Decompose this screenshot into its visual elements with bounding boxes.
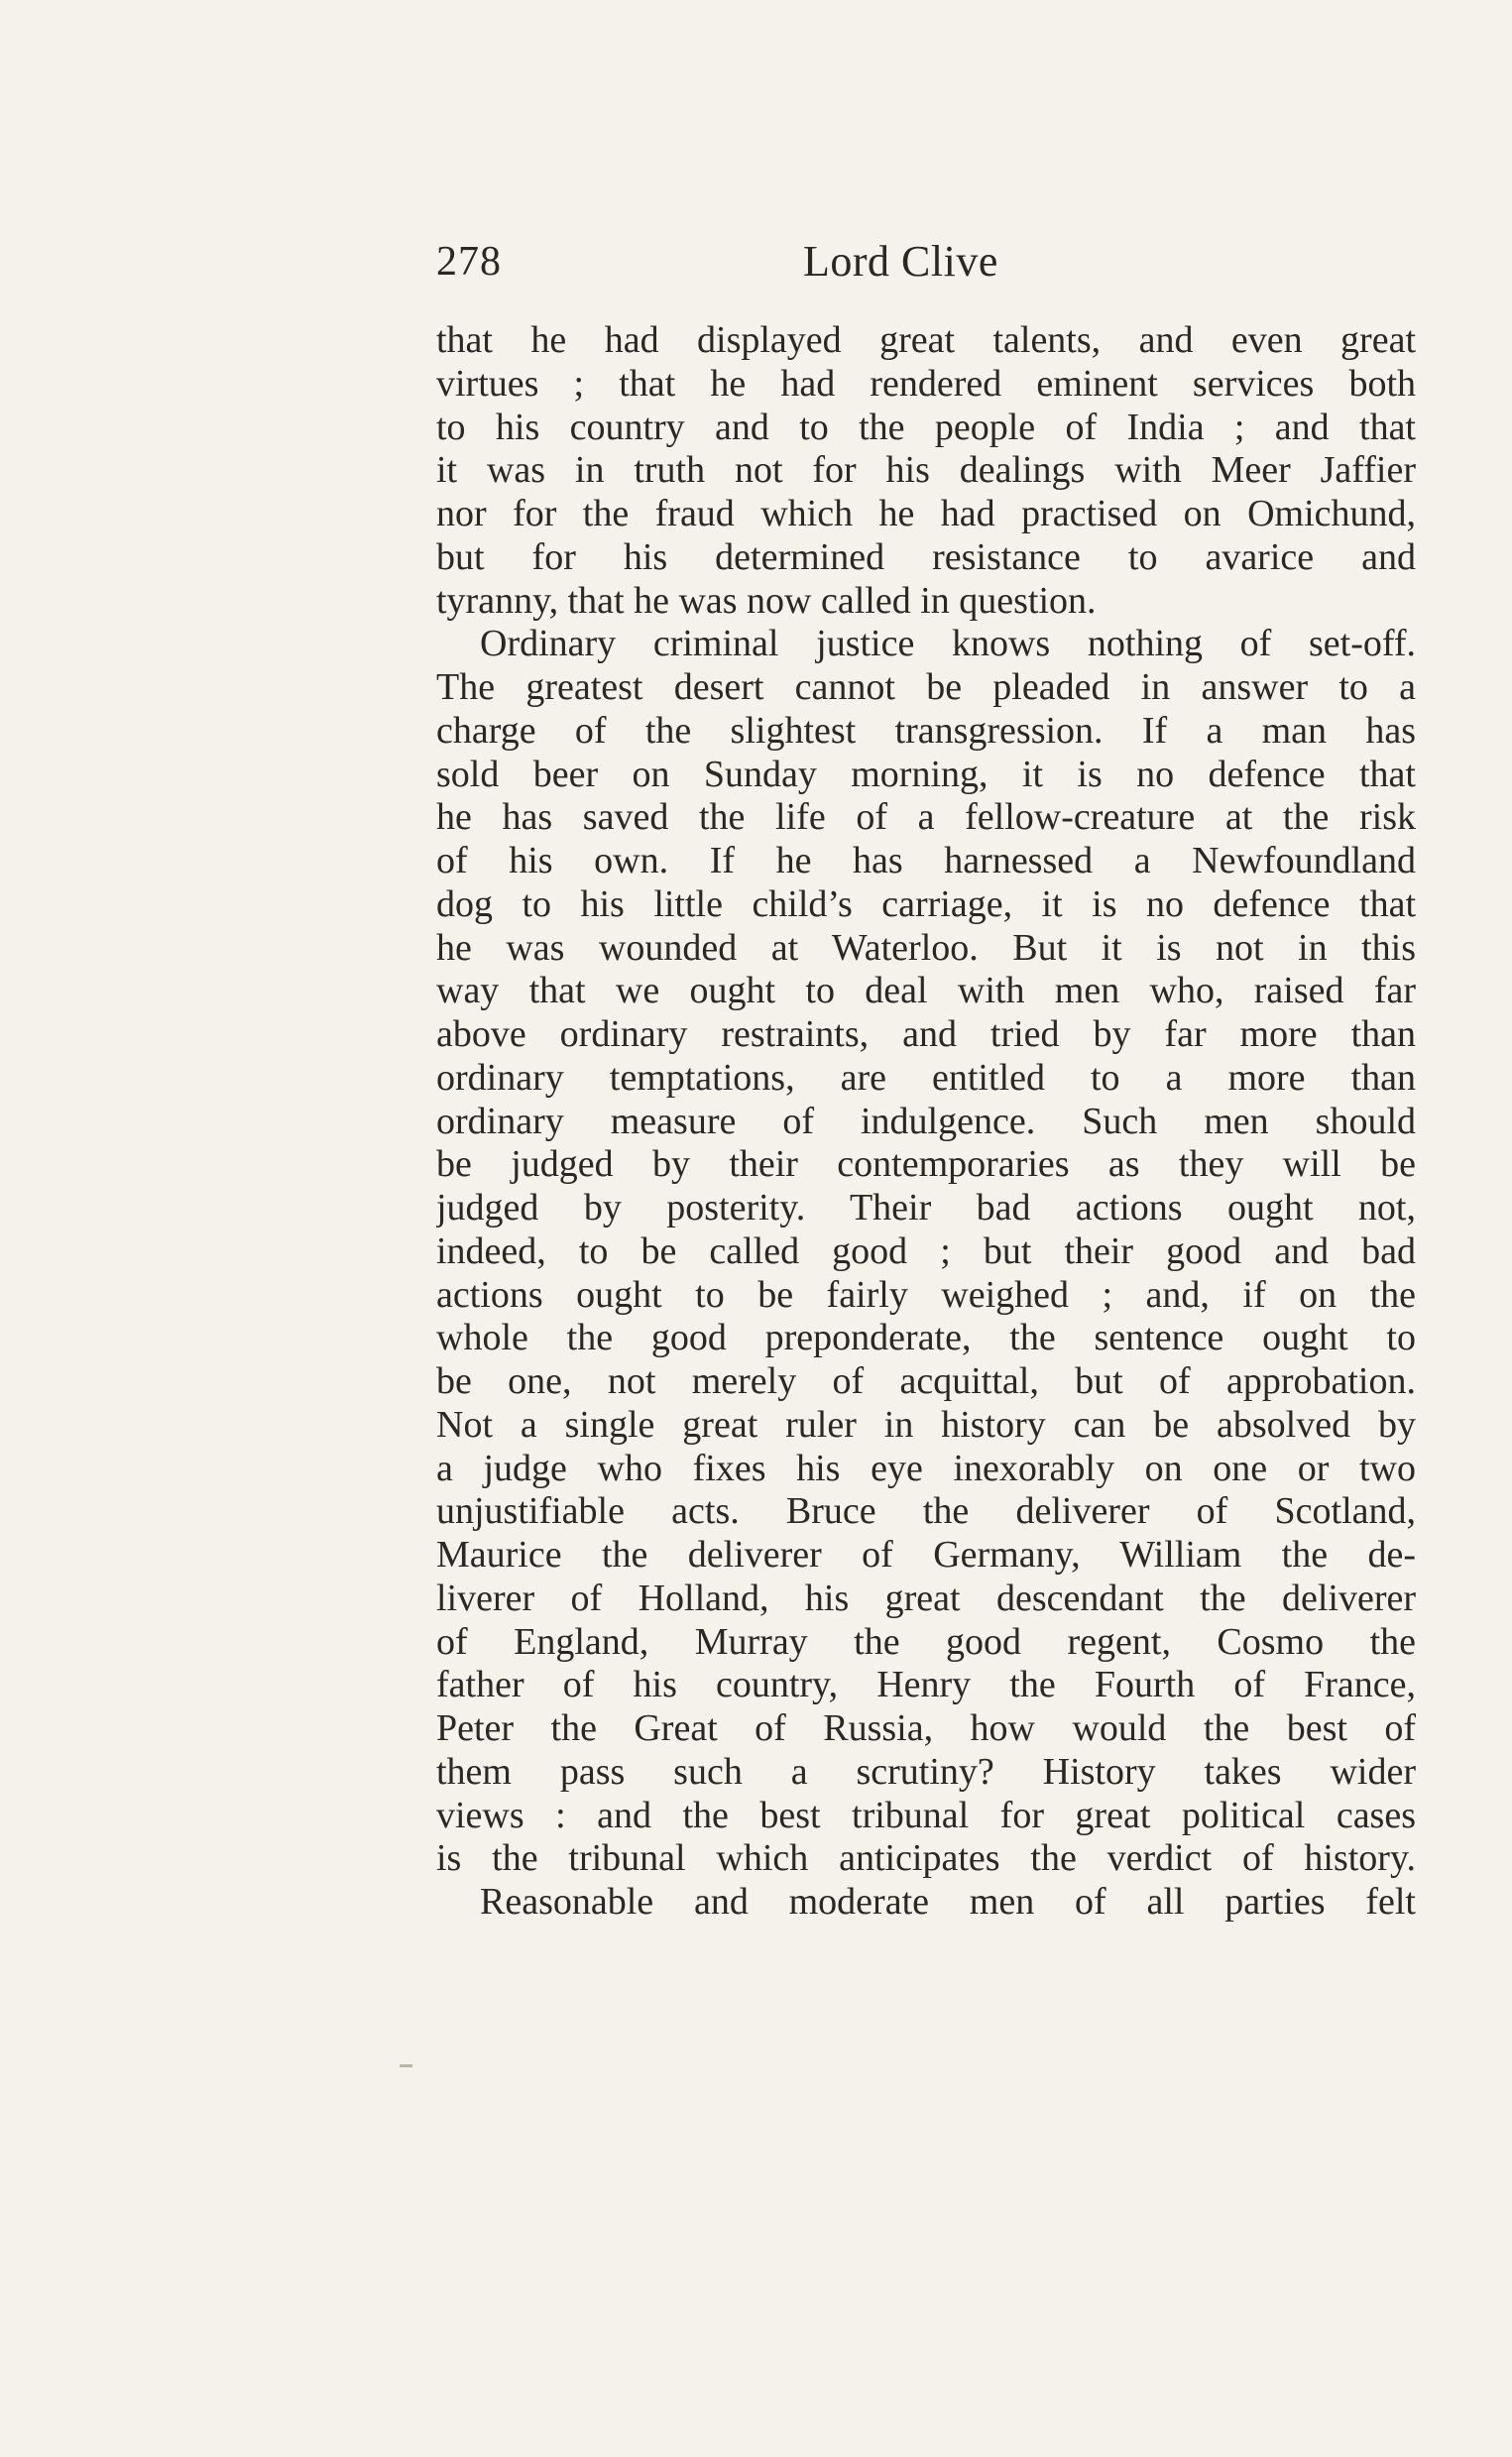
print-speck — [400, 2064, 412, 2067]
text-line: father of his country, Henry the Fourth of France, — [436, 1664, 1416, 1706]
text-line: of England, Murray the good regent, Cosmo the — [436, 1620, 1416, 1663]
text-line: Not a single great ruler in history can be absolved by — [436, 1403, 1416, 1446]
text-line: Peter the Great of Russia, how would the best of — [436, 1707, 1416, 1749]
text-line: Reasonable and moderate men of all parties felt — [480, 1881, 1416, 1923]
text-line: The greatest desert cannot be pleaded in answer to a — [436, 666, 1416, 708]
text-line: to his country and to the people of India ; and that — [436, 406, 1416, 448]
page-number: 278 — [436, 239, 502, 285]
text-line: charge of the slightest transgression. If a man has — [436, 709, 1416, 752]
text-line: tyranny, that he was now called in question. — [436, 579, 1097, 622]
text-line: is the tribunal which anticipates the verdict of history. — [436, 1837, 1416, 1880]
text-line: he was wounded at Waterloo. But it is not in this — [436, 926, 1416, 969]
text-line: judged by posterity. Their bad actions ought not, — [436, 1187, 1416, 1228]
running-head — [436, 234, 1416, 290]
text-line: ordinary temptations, are entitled to a more than — [436, 1056, 1416, 1099]
text-line: them pass such a scrutiny? History takes wider — [436, 1750, 1416, 1793]
text-line: a judge who fixes his eye inexorably on one or two — [436, 1447, 1416, 1489]
text-line: Maurice the deliverer of Germany, William the de- — [436, 1534, 1416, 1576]
text-line: unjustifiable acts. Bruce the deliverer of Scotland, — [436, 1490, 1416, 1533]
text-line: but for his determined resistance to avarice and — [436, 535, 1416, 578]
text-line: way that we ought to deal with men who, raised far — [436, 970, 1416, 1012]
text-line: indeed, to be called good ; but their good and bad — [436, 1229, 1416, 1272]
text-line: be one, not merely of acquittal, but of approbation. — [436, 1360, 1416, 1402]
text-line: of his own. If he has harnessed a Newfoundland — [436, 840, 1416, 881]
text-line: sold beer on Sunday morning, it is no defence that — [436, 753, 1416, 795]
text-line: actions ought to be fairly weighed ; and, if on the — [436, 1273, 1416, 1316]
text-line: he has saved the life of a fellow-creature at the risk — [436, 796, 1416, 839]
text-line: views : and the best tribunal for great political cases — [436, 1794, 1416, 1836]
running-title: Lord Clive — [803, 237, 998, 286]
text-line: liverer of Holland, his great descendant the deliverer — [436, 1577, 1416, 1619]
text-line: that he had displayed great talents, and even great — [436, 319, 1416, 361]
text-line: it was in truth not for his dealings with Meer Jaffier — [436, 449, 1416, 492]
body-text — [436, 319, 1416, 1925]
text-line: above ordinary restraints, and tried by far more than — [436, 1013, 1416, 1055]
text-line: Ordinary criminal justice knows nothing of set-off. — [480, 623, 1416, 665]
text-line: dog to his little child’s carriage, it is no defence that — [436, 882, 1416, 925]
text-line: nor for the fraud which he had practised on Omichund, — [436, 493, 1416, 534]
text-line: ordinary measure of indulgence. Such men should — [436, 1100, 1416, 1142]
text-line: virtues ; that he had rendered eminent services both — [436, 362, 1416, 405]
text-line: whole the good preponderate, the sentence ought to — [436, 1317, 1416, 1359]
text-line: be judged by their contemporaries as they will be — [436, 1143, 1416, 1186]
